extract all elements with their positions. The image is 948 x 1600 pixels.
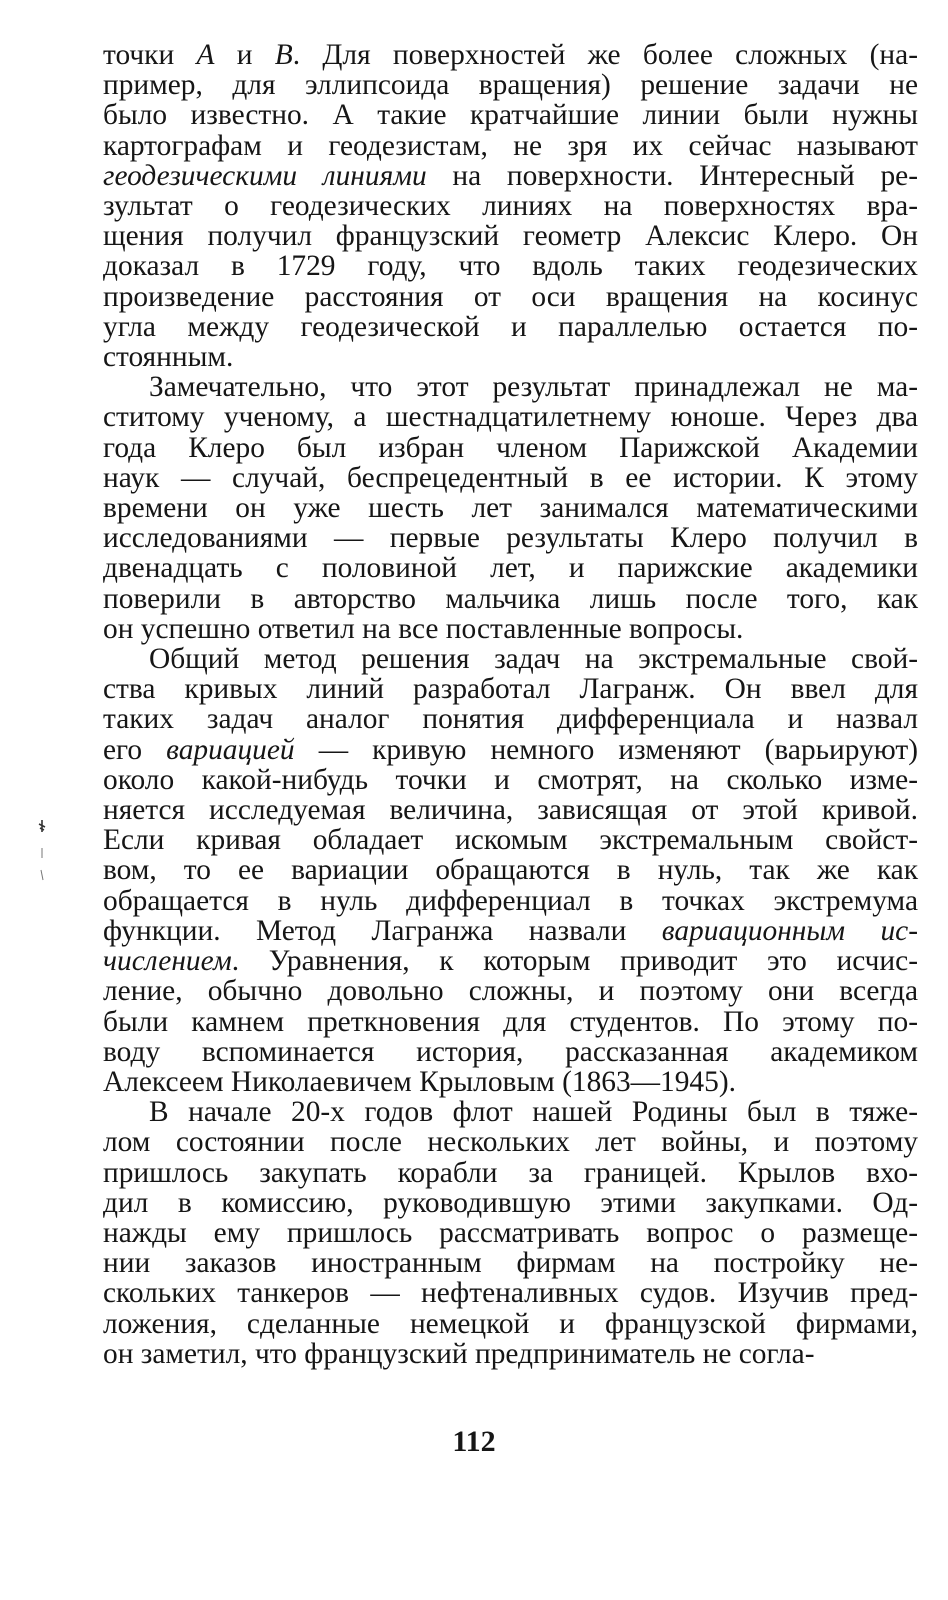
text-line	[103, 1278, 918, 1308]
text-run: . Уравнения, к которым приводит это исчис-	[231, 945, 918, 978]
text-run: няется исследуемая величина, зависящая от этой кривой.	[103, 794, 918, 827]
text-line	[103, 342, 918, 372]
text-run: точки	[103, 39, 197, 71]
text-run: зультат о геодезических линиях на поверхностях вра-	[103, 190, 918, 223]
text-run: Алексеем Николаевичем Крыловым (1863—1945).	[103, 1065, 736, 1098]
margin-pencil-mark	[34, 818, 50, 888]
italic-term: вариационным ис-	[661, 914, 918, 947]
text-run: нии заказов иностранным фирмам на постройку не-	[103, 1247, 918, 1280]
text-line	[103, 1158, 918, 1188]
text-line	[103, 1037, 918, 1067]
text-line	[103, 221, 918, 251]
text-line	[103, 70, 918, 100]
text-run: он успешно ответил на все поставленные вопросы.	[103, 612, 744, 645]
text-run: скольких танкеров — нефтеналивных судов. Изучив пред-	[103, 1277, 918, 1310]
italic-term: A	[196, 39, 215, 71]
text-run: произведение расстояния от оси вращения на косинус	[103, 280, 918, 313]
text-line	[103, 161, 918, 191]
text-line	[103, 312, 918, 342]
text-line	[103, 1007, 918, 1037]
text-run: Общий метод решения задач на экстремальные свой-	[149, 643, 918, 676]
text-line	[103, 916, 918, 946]
text-line	[103, 886, 918, 916]
text-line	[103, 402, 918, 432]
text-line	[103, 855, 918, 885]
text-run: нажды ему пришлось рассматривать вопрос о размеще-	[103, 1216, 918, 1249]
text-line	[103, 704, 918, 734]
text-line	[103, 1248, 918, 1278]
text-run: картографам и геодезистам, не зря их сейчас называют	[103, 129, 918, 162]
text-line	[103, 553, 918, 583]
text-line	[103, 795, 918, 825]
text-line	[103, 674, 918, 704]
text-run: воду вспоминается история, рассказанная академиком	[103, 1035, 918, 1068]
text-run: ложения, сделанные немецкой и французской фирмами,	[103, 1307, 918, 1340]
text-run: ление, обычно довольно сложны, и поэтому они всегда	[103, 975, 918, 1008]
text-run: Замечательно, что этот результат принадлежал не ма-	[149, 371, 918, 404]
italic-term: геодезическими линиями	[103, 159, 427, 192]
text-run: были камнем преткновения для студентов. По этому по-	[103, 1005, 918, 1038]
text-line	[103, 372, 918, 402]
text-run: угла между геодезической и параллелью остается по-	[103, 310, 918, 343]
text-line	[103, 1339, 918, 1369]
text-line	[103, 493, 918, 523]
paragraph	[103, 1097, 918, 1369]
text-run: стоянным.	[103, 341, 234, 374]
text-line	[103, 825, 918, 855]
text-run: исследованиями — первые результаты Клеро получил в	[103, 522, 918, 555]
text-run: было известно. А такие кратчайшие линии были нужны	[103, 99, 918, 132]
text-run: он заметил, что французский предприниматель не согла-	[103, 1337, 815, 1370]
text-run: дил в комиссию, руководившую этими закупками. Од-	[103, 1186, 918, 1219]
text-run: времени он уже шесть лет занимался математическими	[103, 492, 918, 525]
text-run: поверили в авторство мальчика лишь после того, как	[103, 582, 918, 615]
text-line	[103, 765, 918, 795]
text-run: пример, для эллипсоида вращения) решение задачи не	[103, 69, 918, 102]
text-run: и	[214, 39, 275, 71]
text-run: пришлось закупать корабли за границей. Крылов вхо-	[103, 1156, 918, 1189]
text-line	[103, 463, 918, 493]
text-run: В начале 20-х годов флот нашей Родины был в тяже-	[149, 1096, 918, 1129]
text-run: его	[103, 733, 167, 766]
text-line	[103, 100, 918, 130]
text-run: на поверхности. Интересный ре-	[426, 159, 918, 192]
text-line	[103, 1127, 918, 1157]
paragraph	[103, 644, 918, 1097]
text-line	[103, 1097, 918, 1127]
text-run: вом, то ее вариации обращаются в нуль, так же как	[103, 854, 918, 887]
text-run: . Для поверхностей же более сложных (на-	[292, 39, 918, 71]
text-line	[103, 523, 918, 553]
text-line	[103, 282, 918, 312]
text-run: — кривую немного изменяют (варьируют)	[294, 733, 918, 766]
text-line	[103, 584, 918, 614]
italic-term: вариацией	[166, 733, 295, 766]
text-run: таких задач аналог понятия дифференциала и назвал	[103, 703, 918, 736]
paragraph	[103, 40, 918, 372]
text-run: лом состоянии после нескольких лет войны, и поэтому	[103, 1126, 918, 1159]
text-run: ства кривых линий разработал Лагранж. Он ввел для	[103, 673, 918, 706]
text-line	[103, 1309, 918, 1339]
text-run: доказал в 1729 году, что вдоль таких геодезических	[103, 250, 918, 283]
text-line	[103, 40, 918, 70]
text-line	[103, 1188, 918, 1218]
text-run: около какой-нибудь точки и смотрят, на сколько изме-	[103, 763, 918, 796]
page-text	[103, 40, 918, 1369]
text-run: двенадцать с половиной лет, и парижские академики	[103, 552, 918, 585]
text-line	[103, 1067, 918, 1097]
text-line	[103, 644, 918, 674]
text-run: года Клеро был избран членом Парижской Академии	[103, 431, 918, 464]
italic-term: B	[274, 39, 293, 71]
text-line	[103, 251, 918, 281]
text-run: функции. Метод Лагранжа назвали	[103, 914, 662, 947]
text-line	[103, 191, 918, 221]
text-run: щения получил французский геометр Алексис Клеро. Он	[103, 220, 918, 253]
text-run: обращается в нуль дифференциал в точках экстремума	[103, 884, 918, 917]
text-line	[103, 976, 918, 1006]
italic-term: числением	[103, 945, 232, 978]
text-line	[103, 735, 918, 765]
page-number: 112	[452, 1425, 496, 1458]
paragraph	[103, 372, 918, 644]
text-run: ститому ученому, а шестнадцатилетнему юноше. Через два	[103, 401, 918, 434]
text-run: наук — случай, беспрецедентный в ее истории. К этому	[103, 461, 918, 494]
text-line	[103, 433, 918, 463]
text-run: Если кривая обладает искомым экстремальным свойст-	[103, 824, 918, 857]
text-line	[103, 131, 918, 161]
text-line	[103, 614, 918, 644]
text-line	[103, 946, 918, 976]
text-line	[103, 1218, 918, 1248]
